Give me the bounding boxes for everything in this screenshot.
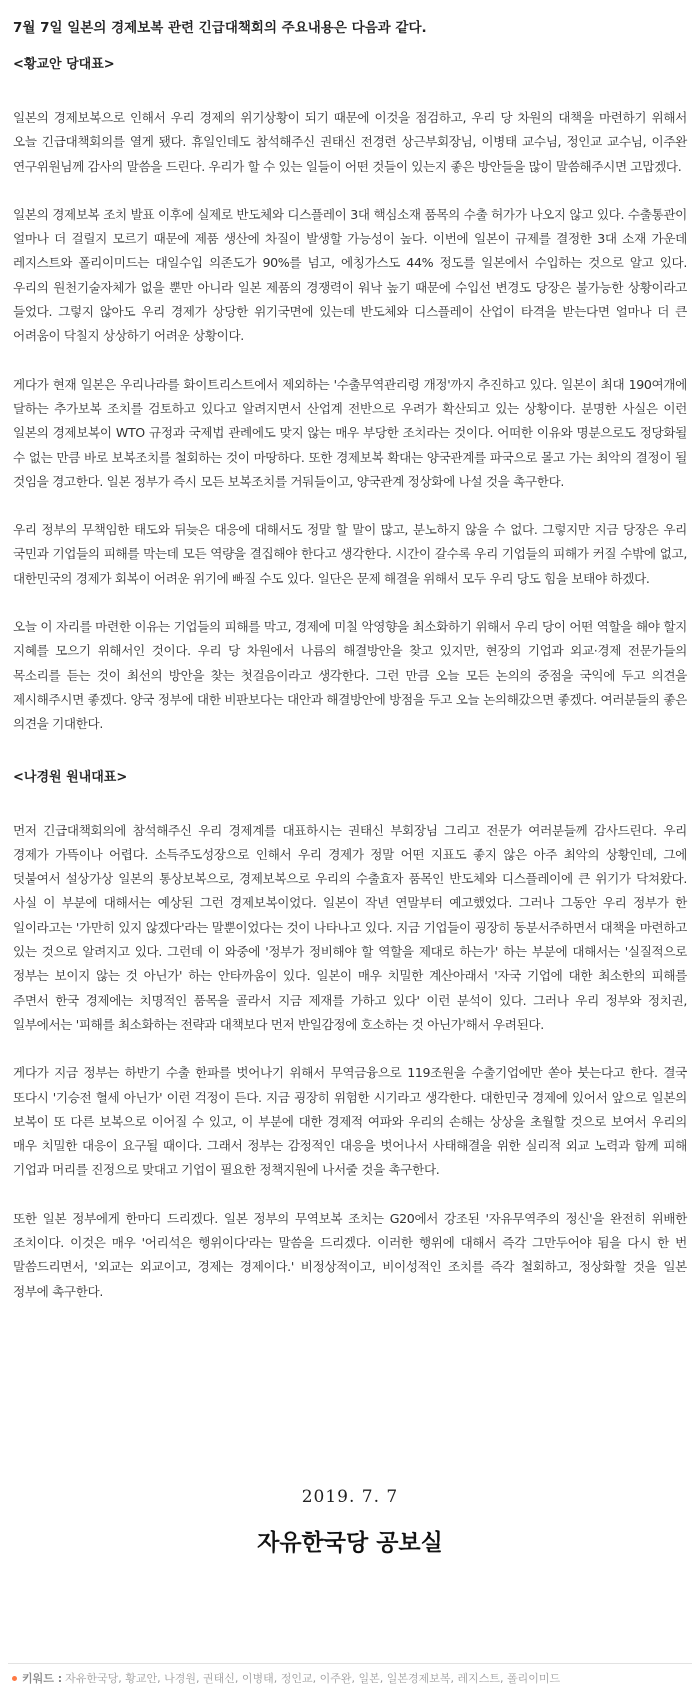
footer-divider — [8, 1663, 692, 1664]
paragraph: 오늘 이 자리를 마련한 이유는 기업들의 피해를 막고, 경제에 미칠 악영향을 최소화하기 위해서 우리 당이 어떤 역할을 해야 할지 지혜를 모으기 위해서인 것이다. 우리 당 차원에서 나름의 해결방안을 찾고 있지만, 현장의 기업과 외교·경제 전문가들의 목소리를 듣는 것이 최선의 방안을 찾는 첫걸음이라고 생각한다. 그런 만큼 오늘 모든 논의의 중점을 국익에 두고 의견을 제시해주시면 좋겠다. 양국 정부에 대한 비판보다는 대안과 해결방안에 방점을 두고 오늘 논의해갔으면 좋겠다. 여러분들의 좋은 의견을 기대한다. — [13, 619, 687, 732]
paragraph: 게다가 지금 정부는 하반기 수출 한파를 벗어나기 위해서 무역금융으로 119조원을 수출기업에만 쏟아 붓는다고 한다. 결국 또다시 '기승전 혈세 아닌가' 이런 걱정이 든다. 지금 굉장히 위험한 시기라고 생각한다. 대한민국 경제에 있어서 앞으로 일본의 보복이 또 다른 보복으로 이어질 수 있고, 이 부분에 대한 경제적 여파와 우리의 손해는 상상을 초월할 것으로 보여서 우리의 매우 치밀한 대응이 요구될 때이다. 그래서 정부는 감정적인 대응을 벗어나서 사태해결을 위한 실리적 외교 노력과 함께 피해 기업과 머리를 진정으로 맞대고 기업이 필요한 정책지원에 나서줄 것을 촉구한다. — [13, 1065, 687, 1178]
intro-line: 7월 7일 일본의 경제보복 관련 긴급대책회의 주요내용은 다음과 같다. — [13, 20, 427, 36]
keywords-bar — [12, 1670, 560, 1686]
release-date: 2019. 7. 7 — [301, 1487, 399, 1507]
article-body — [13, 54, 687, 1328]
paragraph: 우리 정부의 무책임한 태도와 뒤늦은 대응에 대해서도 정말 할 말이 많고, 분노하지 않을 수 없다. 그렇지만 지금 당장은 우리 국민과 기업들의 피해를 막는데 모든 역량을 결집해야 한다고 생각한다. 시간이 갈수록 우리 기업들의 피해가 커질 수밖에 없고, 대한민국의 경제가 회복이 어려운 위기에 빠질 수도 있다. 일단은 문제 해결을 위해서 모두 우리 당도 힘을 보태야 하겠다. — [13, 522, 687, 586]
issuing-office: 자유한국당 공보실 — [257, 1530, 443, 1556]
keywords-list[interactable]: 자유한국당, 황교안, 나경원, 권태신, 이병태, 정인교, 이주완, 일본, 일본경제보복, 레지스트, 폴리이미드 — [65, 1672, 561, 1685]
bullet-icon — [12, 1676, 17, 1681]
keywords-label: 키워드 : — [22, 1672, 63, 1685]
paragraph: 일본의 경제보복 조치 발표 이후에 실제로 반도체와 디스플레이 3대 핵심소재 품목의 수출 허가가 나오지 않고 있다. 수출통관이 얼마나 더 걸릴지 모르기 때문에 제품 생산에 차질이 발생할 가능성이 높다. 이번에 일본이 규제를 결정한 3대 소재 가운데 레지스트와 폴리이미드는 대일수입 의존도가 90%를 넘고, 에칭가스도 44% 정도를 일본에서 수입하는 것으로 알고 있다. 우리의 원천기술자체가 없을 뿐만 아니라 일본 제품의 경쟁력이 워낙 높기 때문에 수입선 변경도 당장은 불가능한 상황이라고 들었다. 그렇지 않아도 우리 경제가 상당한 위기국면에 있는데 반도체와 디스플레이 산업이 타격을 받는다면 얼마나 더 큰 어려움이 닥칠지 상상하기 어려운 상황이다. — [13, 206, 687, 344]
paragraph: 또한 일본 정부에게 한마디 드리겠다. 일본 정부의 무역보복 조치는 G20에서 강조된 '자유무역주의 정신'을 완전히 위배한 조치이다. 이것은 매우 '어리석은 행위이다'라는 말씀을 드리겠다. 이러한 행위에 대해서 즉각 그만두어야 됨을 다시 한 번 말씀드리면서, '외교는 외교이고, 경제는 경제이다.' 비정상적이고, 비이성적인 조치를 즉각 철회하고, 정상화할 것을 일본 정부에 촉구한다. — [13, 1210, 687, 1299]
paragraph: 먼저 긴급대책회의에 참석해주신 우리 경제계를 대표하시는 권태신 부회장님 그리고 전문가 여러분들께 감사드린다. 우리 경제가 가뜩이나 어렵다. 소득주도성장으로 인해서 우리 경제가 정말 어떤 지표도 좋지 않은 아주 최악의 상황인데, 그에 덧붙여서 설상가상 일본의 통상보복으로, 경제보복으로 우리의 수출효자 품목인 반도체와 디스플레이에 큰 위기가 닥쳐왔다. 사실 이 부분에 대해서는 예상된 그런 경제보복이었다. 일본이 작년 연말부터 예고했었다. 그러나 그동안 우리 정부가 한 일이라고는 '가만히 있지 않겠다'라는 말뿐이었다는 것이 나타나고 있다. 지금 기업들이 굉장히 동분서주하면서 대책을 마련하고 있는 것으로 알려지고 있다. 그런데 이 와중에 '정부가 정비해야 할 역할을 제대로 하는가' 하는 부분에 대해서는 '실질적으로 정부는 보이지 않는 것 아닌가' 하는 안타까움이 있다. 일본이 매우 치밀한 계산아래서 '자국 기업에 대한 최소한의 피해를 주면서 한국 경제에는 치명적인 품목을 골라서 지금 제재를 가하고 있다' 이런 분석이 있다. 그러나 우리 정부와 정치권, 일부에서는 '피해를 최소화하는 전략과 대책보다 먼저 반일감정에 호소하는 것 아닌가'해서 우려된다. — [13, 822, 687, 1032]
section-heading-hwang: <황교안 당대표> — [13, 57, 115, 72]
paragraph: 게다가 현재 일본은 우리나라를 화이트리스트에서 제외하는 '수출무역관리령 개정'까지 추진하고 있다. 일본이 최대 190여개에 달하는 추가보복 조치를 검토하고 있다고 알려지면서 산업계 전반으로 우려가 확산되고 있는 상황이다. 분명한 사실은 이런 일본의 경제보복이 WTO 규정과 국제법 관례에도 맞지 않는 매우 부당한 조치라는 것이다. 어떠한 이유와 명분으로도 정당화될 수 없는 만큼 바로 보복조치를 철회하는 것이 마땅하다. 또한 경제보복 확대는 양국관계를 파국으로 몰고 가는 최악의 결정이 될 것임을 경고한다. 일본 정부가 즉시 모든 보복조치를 거둬들이고, 양국관계 정상화에 나설 것을 촉구한다. — [13, 376, 687, 489]
section-heading-na: <나경원 원내대표> — [13, 769, 128, 785]
paragraph: 일본의 경제보복으로 인해서 우리 경제의 위기상황이 되기 때문에 이것을 점검하고, 우리 당 차원의 대책을 마련하기 위해서 오늘 긴급대책회의를 열게 됐다. 휴일인데도 참석해주신 권태신 전경련 상근부회장님, 이병태 교수님, 정인교 교수님, 이주완 연구위원님께 감사의 말씀을 드린다. 우리가 할 수 있는 일들이 어떤 것들이 있는지 좋은 방안들을 많이 말씀해주시면 고맙겠다. — [13, 110, 687, 174]
